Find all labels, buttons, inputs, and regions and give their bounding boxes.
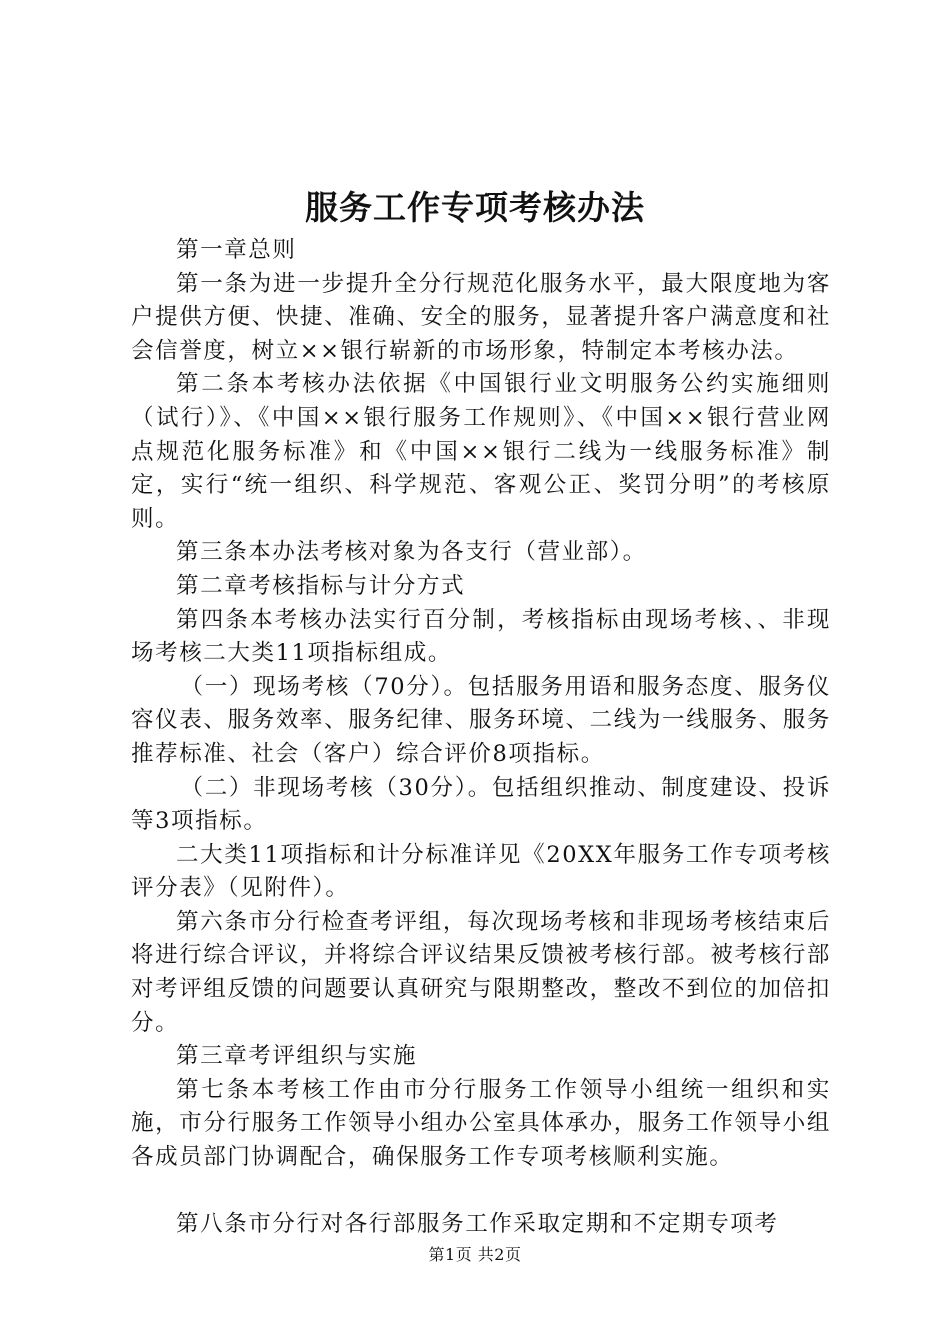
sub-item-paragraph: （二）非现场考核（30分）。包括组织推动、制度建设、投诉等3项指标。 xyxy=(131,774,831,835)
article-paragraph: 第二条本考核办法依据《中国银行业文明服务公约实施细则（试行）》、《中国××银行服务工作规则》、《中国××银行营业网点规范化服务标准》和《中国××银行二线为一线服务标准》制定，实行“统一组织、科学规范、客观公正、奖罚分明”的考核原则。 xyxy=(131,371,831,532)
article-paragraph: 第三条本办法考核对象为各支行（营业部）。 xyxy=(176,539,647,566)
document-title: 服务工作专项考核办法 xyxy=(305,188,645,227)
page-footer: 第1页 共2页 xyxy=(428,1245,522,1264)
document-body xyxy=(131,234,831,1242)
article-paragraph: 第六条市分行检查考评组，每次现场考核和非现场考核结束后将进行综合评议，并将综合评议结果反馈被考核行部。被考核行部对考评组反馈的问题要认真研究与限期整改，整改不到位的加倍扣分。 xyxy=(131,908,831,1036)
sub-item-paragraph: （一）现场考核（70分）。包括服务用语和服务态度、服务仪容仪表、服务效率、服务纪律、服务环境、二线为一线服务、服务推荐标准、社会（客户）综合评价8项指标。 xyxy=(131,673,831,767)
chapter-heading: 第二章考核指标与计分方式 xyxy=(176,572,466,599)
chapter-heading: 第三章考评组织与实施 xyxy=(176,1043,418,1070)
article-paragraph: 第四条本考核办法实行百分制，考核指标由现场考核、、非现场考核二大类11项指标组成。 xyxy=(131,606,831,667)
chapter-heading: 第一章总则 xyxy=(176,237,297,263)
article-paragraph: 第八条市分行对各行部服务工作采取定期和不定期专项考 xyxy=(176,1211,779,1238)
article-paragraph: 二大类11项指标和计分标准详见《20XX年服务工作专项考核评分表》（见附件）。 xyxy=(131,841,831,902)
article-paragraph: 第七条本考核工作由市分行服务工作领导小组统一组织和实施，市分行服务工作领导小组办公室具体承办，服务工作领导小组各成员部门协调配合，确保服务工作专项考核顺利实施。 xyxy=(131,1076,831,1171)
article-paragraph: 第一条为进一步提升全分行规范化服务水平，最大限度地为客户提供方便、快捷、准确、安全的服务，显著提升客户满意度和社会信誉度，树立××银行崭新的市场形象，特制定本考核办法。 xyxy=(131,270,831,364)
